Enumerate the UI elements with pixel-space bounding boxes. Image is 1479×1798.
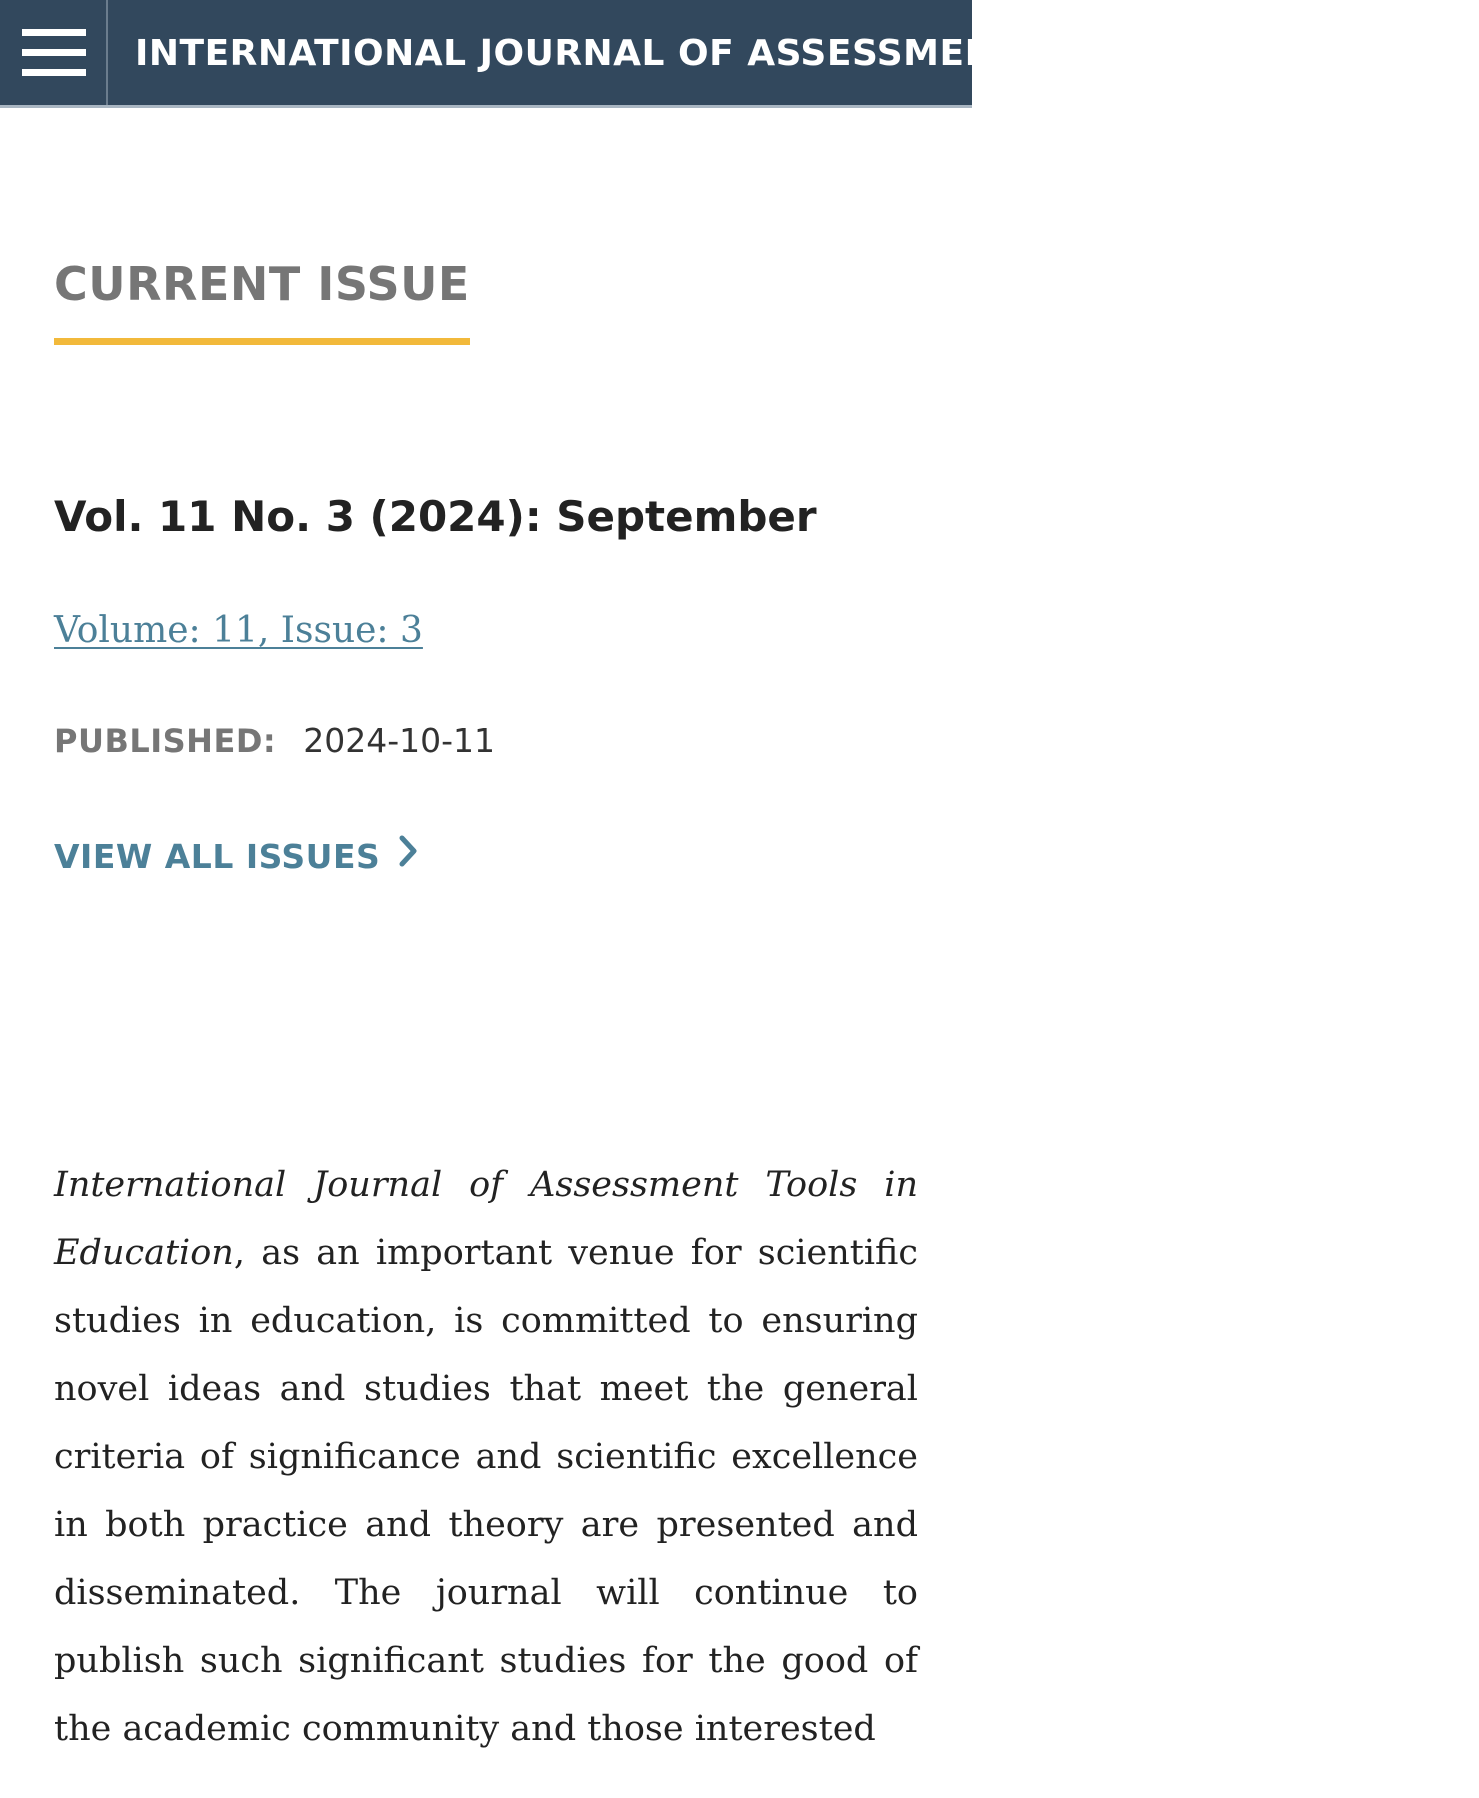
- section-heading: CURRENT ISSUE: [54, 256, 470, 345]
- view-all-issues-label: VIEW ALL ISSUES: [54, 837, 381, 877]
- published-date: 2024-10-11: [303, 721, 496, 761]
- journal-name: International Journal of Assessment Tools in Education: [54, 1164, 918, 1273]
- hamburger-menu-icon: [22, 29, 86, 36]
- journal-description-text: , as an important venue for scientific studies in education, is committed to ensuring novel ideas and studies that meet the general criteria of significance and scientific excellence in both practice and theory are presented and disseminated. The journal will continue to publish such significant studies for the good of the academic community and those interested: [54, 1232, 918, 1749]
- site-title-link[interactable]: INTERNATIONAL JOURNAL OF ASSESSMENT TOOLS IN EDUCATION: [135, 33, 1479, 74]
- chevron-right-icon: [398, 834, 418, 878]
- hamburger-menu-icon-bar: [22, 69, 86, 76]
- published-row: [54, 719, 918, 769]
- main-content: [54, 108, 918, 1798]
- issue-link[interactable]: Volume: 11, Issue: 3: [54, 610, 423, 652]
- issue-title: Vol. 11 No. 3 (2024): September: [54, 492, 817, 542]
- menu-button[interactable]: [0, 0, 108, 105]
- hamburger-menu-icon-bar: [22, 49, 86, 56]
- journal-description: [54, 1151, 918, 1763]
- site-header: [0, 0, 1479, 108]
- view-all-issues-link[interactable]: [54, 835, 418, 881]
- current-issue-section: [54, 108, 918, 881]
- published-label: PUBLISHED:: [54, 722, 277, 761]
